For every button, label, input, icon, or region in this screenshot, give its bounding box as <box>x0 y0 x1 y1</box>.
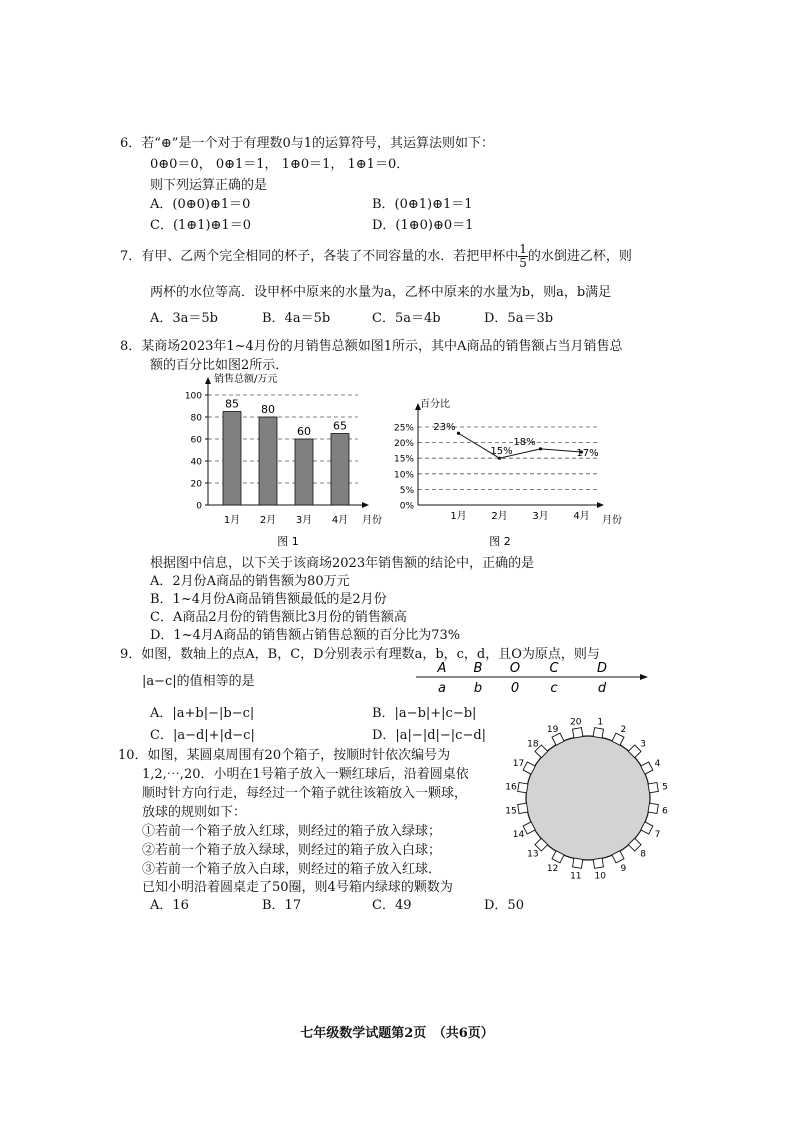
line-chart-y-tick-label: 10% <box>393 470 414 481</box>
number-line-point-label: O <box>509 661 521 676</box>
q7-option-d: D．5a＝3b <box>484 311 554 326</box>
q9-line2: |a−c|的值相等的是 <box>142 674 255 689</box>
q7-fraction <box>518 243 528 270</box>
line-chart-x-tick-label: 3月 <box>532 511 549 522</box>
line-point <box>539 447 542 450</box>
table-box <box>648 803 658 813</box>
bar-data-label: 80 <box>261 403 275 416</box>
q10-line1: 10．如图，某圆桌周围有20个箱子，按顺时针依次编号为 <box>118 748 451 763</box>
number-line-value-label: a <box>438 681 446 696</box>
q6-option-c: C．(1⊕1)⊕1＝0 <box>150 218 251 233</box>
table-box-label: 18 <box>527 739 539 750</box>
line-chart-y-tick-label: 5% <box>399 485 414 496</box>
q10-option-c: C．49 <box>372 898 412 913</box>
table-box-label: 10 <box>594 871 606 880</box>
line-chart-y-tick-label: 0% <box>399 501 414 512</box>
bar-chart-x-label: 月份 <box>362 515 382 526</box>
q10-rule1: ①若前一个箱子放入红球，则经过的箱子放入绿球； <box>142 824 442 839</box>
table-box-label: 1 <box>597 717 604 728</box>
table-box-label: 6 <box>662 806 668 817</box>
number-line-arrow <box>640 674 648 680</box>
figure-1-caption: 图 1 <box>277 535 299 548</box>
q6-ask: 则下列运算正确的是 <box>150 178 268 193</box>
q6-stem: 6．若“⊕”是一个对于有理数0与1的运算符号，其运算法则如下： <box>120 136 494 151</box>
line-chart-x-tick-label: 1月 <box>450 511 467 522</box>
bar-data-label: 60 <box>297 425 311 438</box>
q7-option-c: C．5a＝4b <box>372 311 441 326</box>
q9-option-c: C．|a−d|+|d−c| <box>150 728 255 743</box>
bar <box>223 412 241 506</box>
bar-data-label: 65 <box>333 419 347 433</box>
bar-chart-y-label: 销售总额/万元 <box>214 374 278 385</box>
number-line-value-label: d <box>597 681 607 696</box>
q7-stem <box>120 243 632 270</box>
table-box-label: 20 <box>570 717 582 728</box>
line-chart-x-ticks <box>450 510 589 522</box>
figure-1-bar-chart <box>180 368 390 550</box>
q10-option-b: B．17 <box>262 898 302 913</box>
bar-chart-x-tick-label: 3月 <box>295 515 313 526</box>
q8-line2: 额的百分比如图2所示． <box>150 358 289 373</box>
q7-fraction-numerator: 1 <box>519 242 527 256</box>
table-box-label: 3 <box>640 739 647 750</box>
bar <box>331 434 349 506</box>
bar-chart-y-ticks <box>185 392 208 512</box>
bar-chart-x-tick-label: 2月 <box>259 515 277 526</box>
table-box-label: 15 <box>505 806 517 817</box>
number-line-value-label: b <box>473 681 483 696</box>
line-chart-y-tick-label: 15% <box>393 454 414 465</box>
figure-2-caption: 图 2 <box>489 535 511 548</box>
line-chart-x-arrow <box>597 502 604 508</box>
table-box-label: 8 <box>640 849 647 860</box>
bar-chart-y-tick-label: 100 <box>184 391 202 402</box>
table-box <box>518 803 528 813</box>
number-line-point-label: D <box>596 661 608 676</box>
q6-option-b: B．(0⊕1)⊕1＝1 <box>372 197 473 212</box>
line-data-label: 23% <box>433 422 456 434</box>
table-box-label: 16 <box>505 782 517 793</box>
page-footer: 七年级数学试题第2页 （共6页） <box>300 1026 494 1041</box>
q10-option-a: A．16 <box>150 898 189 913</box>
q8-ask: 根据图中信息，以下关于该商场2023年销售额的结论中，正确的是 <box>150 556 535 571</box>
q9-option-a: A．|a+b|−|b−c| <box>150 706 255 721</box>
line-chart-x-tick-label: 2月 <box>491 511 508 522</box>
table-box-label: 5 <box>662 782 668 793</box>
q8-option-b: B．1~4月份A商品销售额最低的是2月份 <box>150 592 387 607</box>
q10-line4: 放球的规则如下： <box>142 805 247 820</box>
bar-chart-y-tick-label: 20 <box>190 479 202 490</box>
line-chart-y-tick-label: 25% <box>393 423 414 434</box>
q8-option-c: C．A商品2月份的销售额比3月份的销售额高 <box>150 610 407 625</box>
table-box <box>518 783 528 793</box>
q9-option-b: B．|a−b|+|c−b| <box>372 706 477 721</box>
table-box <box>593 728 603 738</box>
line-chart-y-label: 百分比 <box>420 399 450 410</box>
line-chart-y-ticks <box>394 424 414 512</box>
line-chart-y-tick-label: 20% <box>393 439 414 450</box>
q10-rule3: ③若前一个箱子放入白球，则经过的箱子放入红球． <box>142 862 442 877</box>
q6-option-d: D．(1⊕0)⊕0＝1 <box>372 218 474 233</box>
line-chart-x-tick-label: 4月 <box>573 511 590 522</box>
q7-fraction-denominator: 5 <box>519 256 527 270</box>
bar-chart-x-tick-label: 4月 <box>331 515 349 526</box>
bar-chart-x-ticks <box>224 514 348 526</box>
bar-data-label: 85 <box>225 397 239 411</box>
bar-chart-y-tick-label: 80 <box>190 413 202 424</box>
bar <box>295 439 313 505</box>
q10-option-d: D．50 <box>484 898 524 913</box>
bar-chart-bars <box>223 412 349 506</box>
table-box-label: 9 <box>620 864 627 874</box>
bar-chart-y-tick-label: 40 <box>190 457 202 468</box>
number-line-value-label: 0 <box>510 681 520 696</box>
q9-stem: 9．如图，数轴上的点A，B，C，D分别表示有理数a，b，c，d，且O为原点，则与 <box>120 647 600 662</box>
number-line-point-label: B <box>473 661 483 676</box>
q8-line1: 8．某商场2023年1~4月份的月销售总额如图1所示，其中A商品的销售额占当月销售总 <box>120 339 623 354</box>
line-data-label: 15% <box>490 446 513 458</box>
table-box-label: 12 <box>546 864 559 874</box>
number-line-value-labels <box>438 681 607 696</box>
q7-option-a: A．3a＝5b <box>150 311 219 326</box>
table-box <box>573 728 583 738</box>
q6-option-a: A．(0⊕0)⊕1＝0 <box>150 197 251 212</box>
bar-chart-x-tick-label: 1月 <box>223 515 241 526</box>
q7-line2: 两杯的水位等高．设甲杯中原来的水量为a，乙杯中原来的水量为b，则a，b满足 <box>150 285 612 300</box>
table-box <box>648 783 658 793</box>
q7-option-b: B．4a＝5b <box>262 311 331 326</box>
line-chart-gridlines <box>418 427 600 489</box>
q9-option-d: D．|a|−|d|−|c−d| <box>372 728 487 743</box>
q10-round-table-figure <box>500 716 676 880</box>
table-box <box>573 858 583 868</box>
number-line-point-labels <box>437 661 607 676</box>
q7-stem-post: 的水倒进乙杯，则 <box>527 249 632 264</box>
line-data-label: 17% <box>576 447 599 459</box>
number-line-point-label: A <box>437 661 447 676</box>
bar-chart-x-arrow <box>362 502 369 508</box>
q9-number-line <box>412 660 652 696</box>
q6-rule: 0⊕0＝0， 0⊕1＝1， 1⊕0＝1， 1⊕1＝0． <box>150 157 410 172</box>
line-data-label: 18% <box>513 436 536 448</box>
bar-chart-y-tick-label: 0 <box>196 501 202 512</box>
table-box-label: 14 <box>512 829 525 840</box>
q10-line2: 1,2,⋯,20．小明在1号箱子放入一颗红球后，沿着圆桌依 <box>142 767 469 782</box>
q7-stem-pre: 7．有甲、乙两个完全相同的杯子，各装了不同容量的水．若把甲杯中 <box>120 249 519 264</box>
table-box-label: 4 <box>654 759 661 770</box>
number-line-value-label: c <box>550 681 558 696</box>
table-box <box>593 858 603 868</box>
q10-line8: 已知小明沿着圆桌走了50圈，则4号箱内绿球的颗数为 <box>142 880 453 895</box>
bar-chart-y-tick-label: 60 <box>190 435 202 446</box>
q10-line3: 顺时针方向行走，每经过一个箱子就往该箱放入一颗球， <box>142 786 468 801</box>
table-box-label: 19 <box>546 725 559 735</box>
line-chart-data-labels <box>433 422 598 459</box>
number-line-point-label: C <box>549 661 559 676</box>
q10-rule2: ②若前一个箱子放入绿球，则经过的箱子放入白球； <box>142 843 442 858</box>
bar <box>259 417 277 505</box>
q8-option-a: A．2月份A商品的销售额为80万元 <box>150 574 350 589</box>
line-chart-x-label: 月份 <box>602 515 622 526</box>
q8-option-d: D．1~4月A商品的销售额占销售总额的百分比为73% <box>150 628 461 643</box>
table-box-label: 2 <box>620 725 627 735</box>
table-box-label: 7 <box>654 829 661 840</box>
bar-chart-data-labels <box>225 398 347 439</box>
table-box-label: 13 <box>527 849 539 860</box>
table-box-label: 17 <box>512 759 525 770</box>
line-point <box>457 432 460 435</box>
table-box-label: 11 <box>570 871 582 880</box>
figure-2-line-chart <box>390 392 630 548</box>
bar-chart-y-arrow <box>205 377 211 384</box>
